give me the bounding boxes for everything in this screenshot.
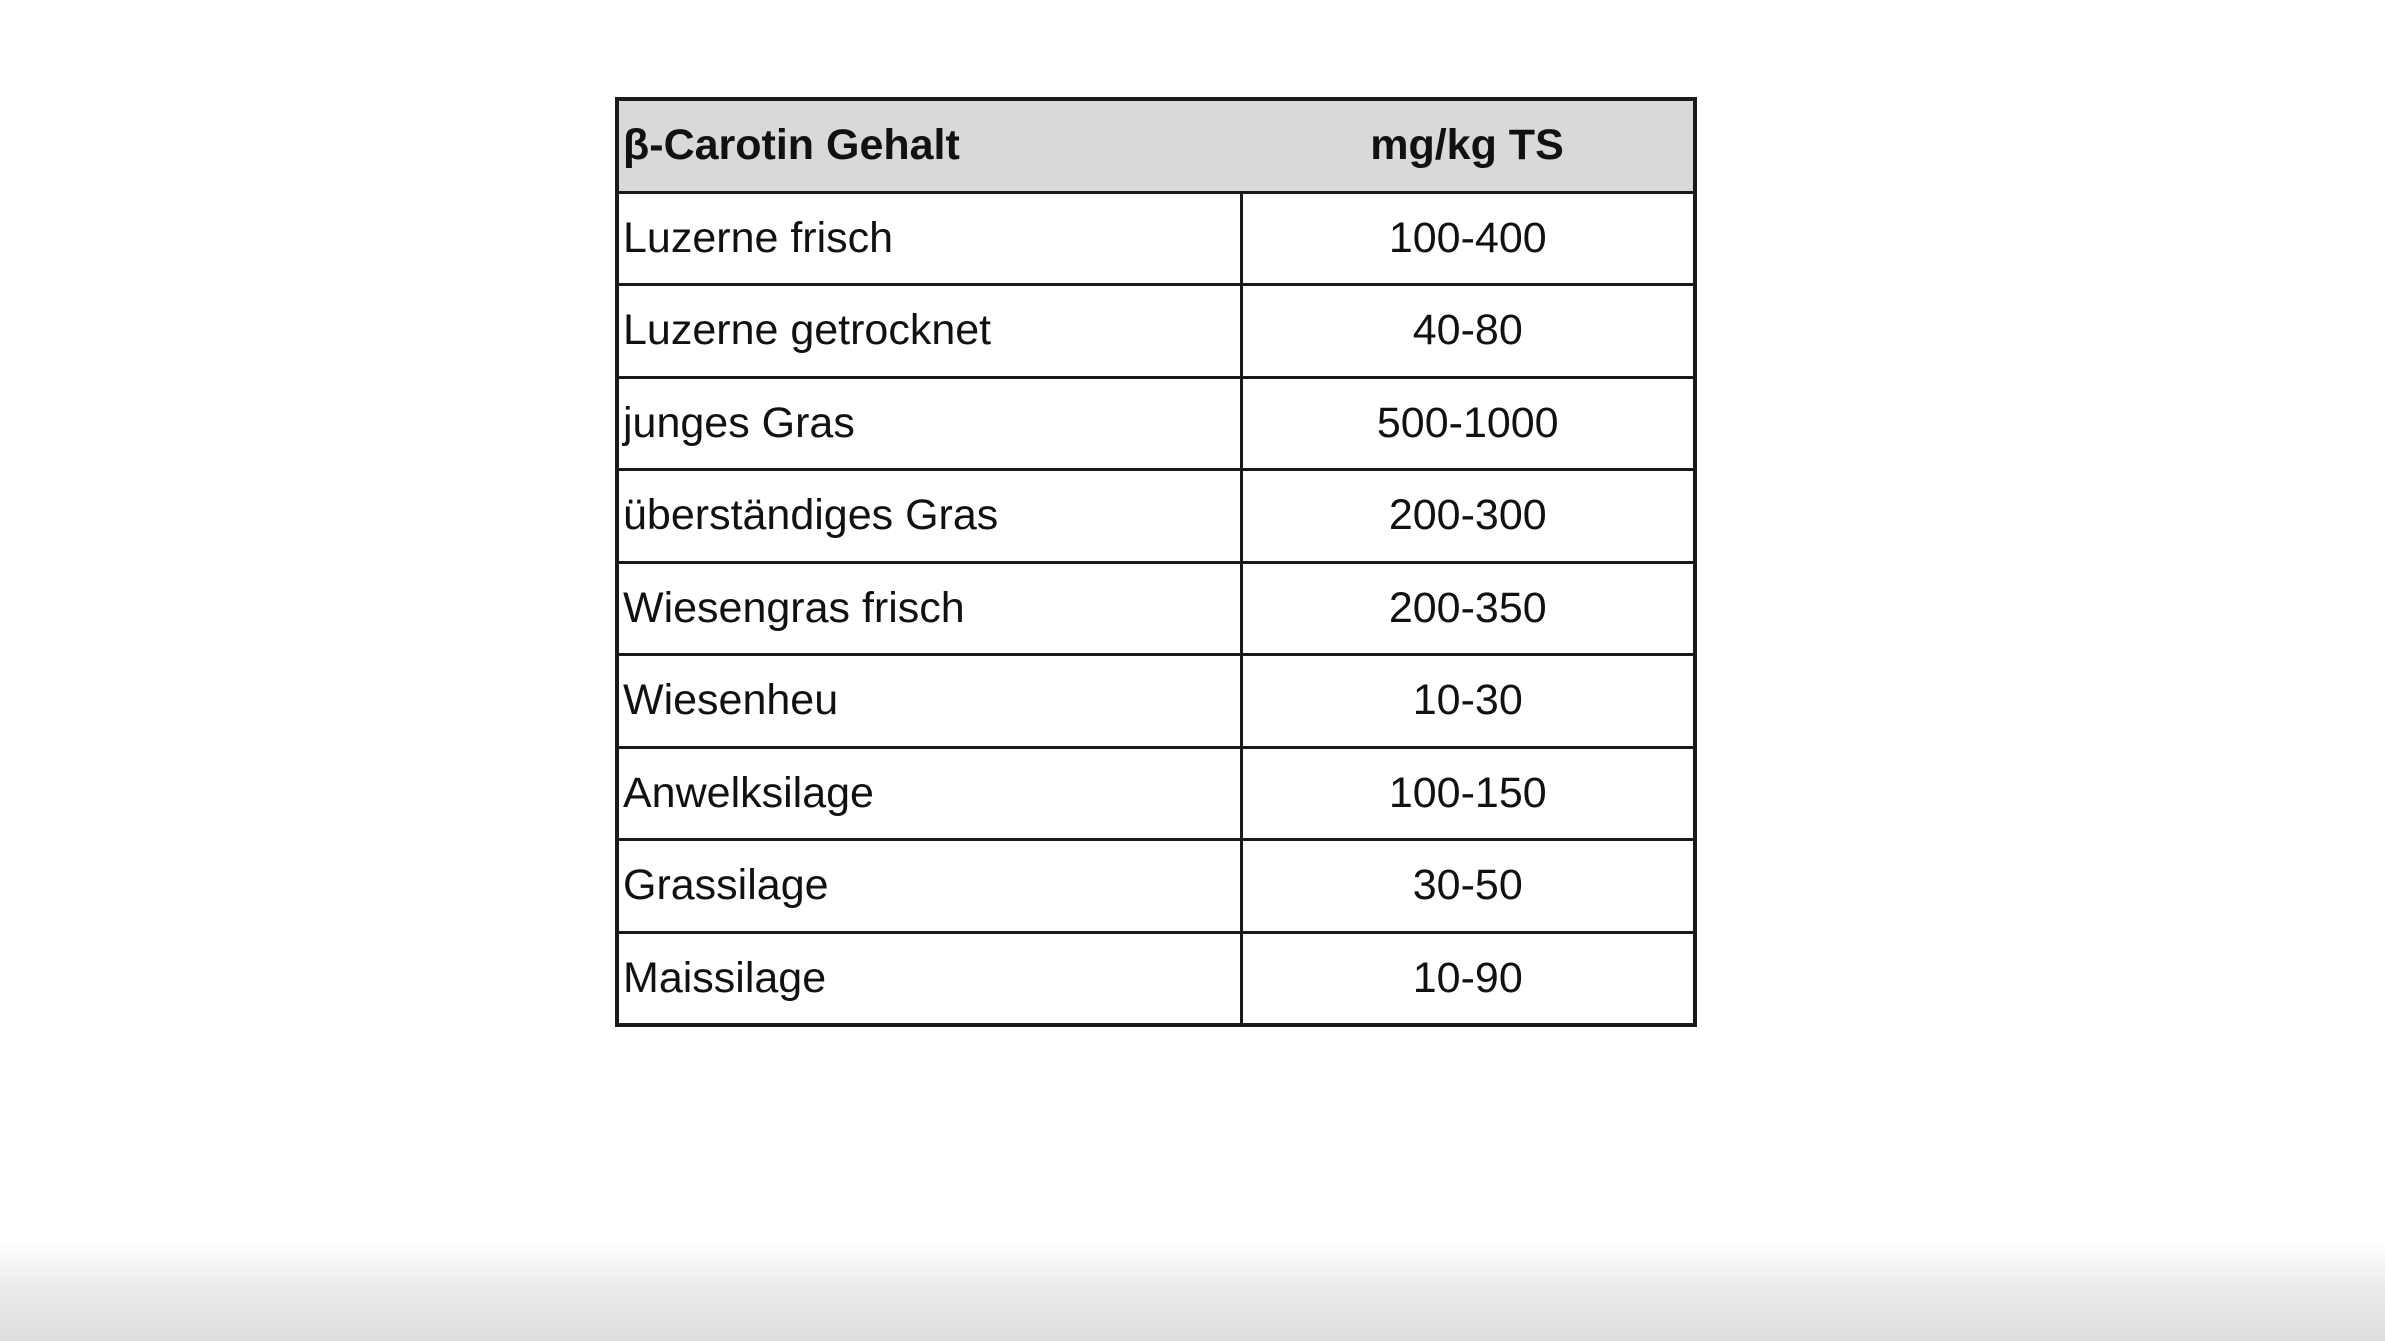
table-row xyxy=(617,655,1695,748)
row-label-wiesengras-frisch: Wiesengras frisch xyxy=(617,562,1241,655)
table-row xyxy=(617,932,1695,1025)
table-row xyxy=(617,285,1695,378)
row-value-junges-gras: 500-1000 xyxy=(1241,377,1695,470)
row-label-ueberstaendiges-gras: überständiges Gras xyxy=(617,470,1241,563)
row-label-wiesenheu: Wiesenheu xyxy=(617,655,1241,748)
row-label-junges-gras: junges Gras xyxy=(617,377,1241,470)
row-label-luzerne-frisch: Luzerne frisch xyxy=(617,192,1241,285)
row-label-grassilage: Grassilage xyxy=(617,840,1241,933)
carotene-content-table xyxy=(615,97,1697,1027)
table-row xyxy=(617,747,1695,840)
table-row xyxy=(617,840,1695,933)
row-label-maissilage: Maissilage xyxy=(617,932,1241,1025)
row-value-wiesenheu: 10-30 xyxy=(1241,655,1695,748)
table-row xyxy=(617,562,1695,655)
bottom-gradient-strip xyxy=(0,1241,2385,1341)
header-label-cell: β-Carotin Gehalt xyxy=(617,99,1241,192)
row-value-grassilage: 30-50 xyxy=(1241,840,1695,933)
row-value-wiesengras-frisch: 200-350 xyxy=(1241,562,1695,655)
table-row xyxy=(617,192,1695,285)
row-value-maissilage: 10-90 xyxy=(1241,932,1695,1025)
row-label-luzerne-getrocknet: Luzerne getrocknet xyxy=(617,285,1241,378)
row-label-anwelksilage: Anwelksilage xyxy=(617,747,1241,840)
table-header-row xyxy=(617,99,1695,192)
header-unit-cell: mg/kg TS xyxy=(1241,99,1695,192)
row-value-luzerne-getrocknet: 40-80 xyxy=(1241,285,1695,378)
row-value-anwelksilage: 100-150 xyxy=(1241,747,1695,840)
table-row xyxy=(617,377,1695,470)
row-value-luzerne-frisch: 100-400 xyxy=(1241,192,1695,285)
row-value-ueberstaendiges-gras: 200-300 xyxy=(1241,470,1695,563)
table-row xyxy=(617,470,1695,563)
